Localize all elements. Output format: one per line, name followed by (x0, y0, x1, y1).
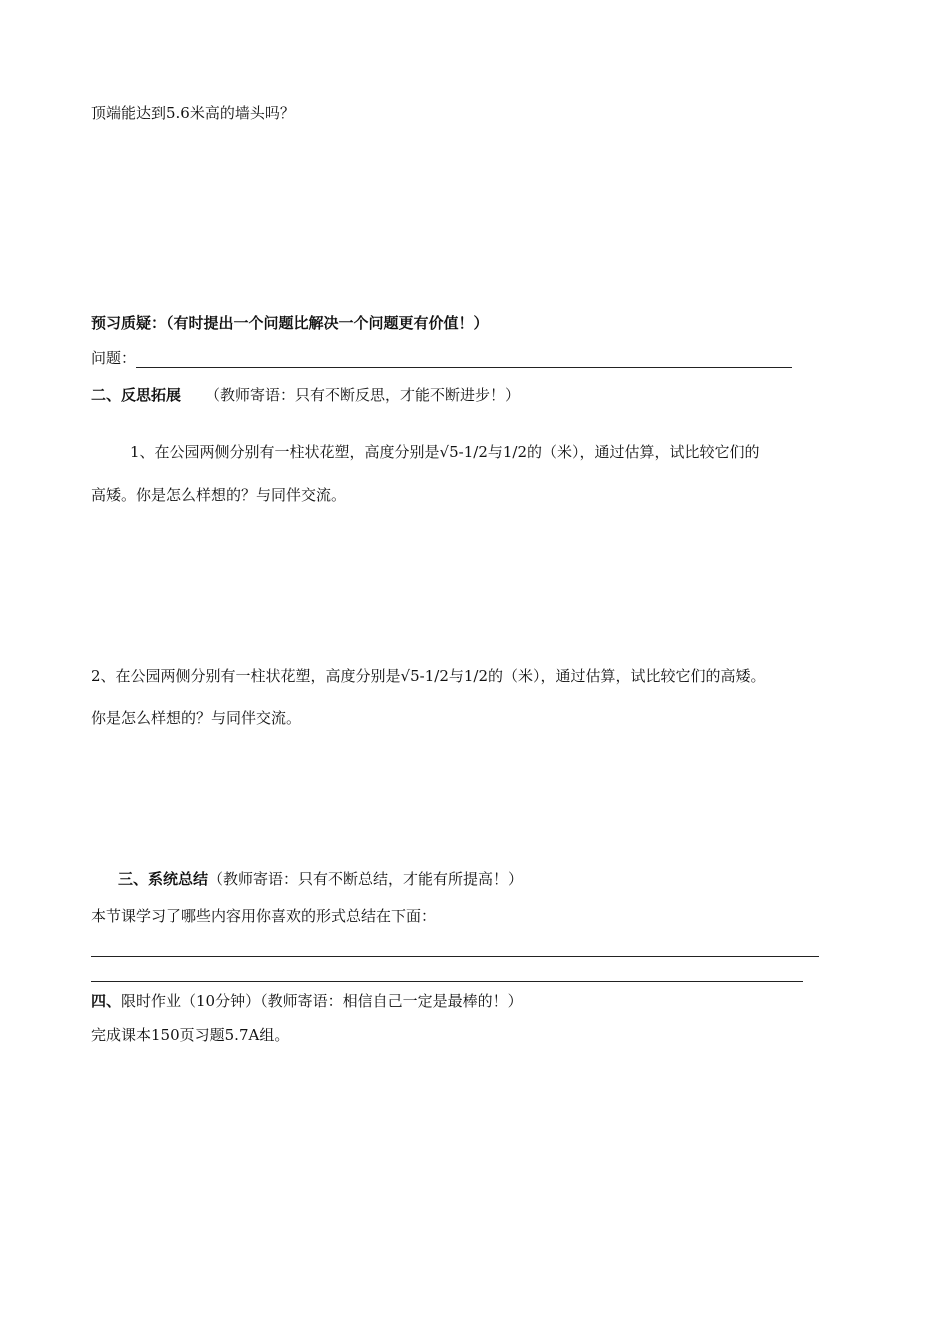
section2-title: 二、反思拓展 (91, 386, 182, 404)
section4-number: 四、 (91, 992, 122, 1010)
section4-heading (91, 991, 523, 1011)
question2-line1: 2、在公园两侧分别有一柱状花塑，高度分别是√5-1/2与1/2的（米），通过估算，试比较它们的高矮。 (91, 667, 766, 685)
preview-question-heading (91, 313, 489, 333)
preview-question-note: （有时提出一个问题比解决一个问题更有价值！） (166, 314, 489, 332)
homework-task: 完成课本150页习题5.7A组。 (91, 1026, 290, 1044)
question1-line2: 高矮。你是怎么样想的？与同伴交流。 (91, 486, 347, 504)
section4-title: 限时作业（10分钟）（教师寄语：相信自己一定是最棒的！） (121, 992, 523, 1010)
question-label: 问题： (91, 349, 137, 367)
question-answer-row (91, 348, 792, 368)
section3-title: 三、系统总结 (118, 870, 209, 888)
summary-line-2[interactable] (91, 981, 803, 982)
section2-heading (91, 385, 520, 405)
summary-prompt: 本节课学习了哪些内容用你喜欢的形式总结在下面： (91, 907, 437, 925)
section3-note: （教师寄语：只有不断总结，才能有所提高！） (208, 870, 524, 888)
section3-heading (118, 869, 523, 889)
section2-note: （教师寄语：只有不断反思，才能不断进步！） (205, 386, 521, 404)
summary-line-1[interactable] (91, 956, 819, 957)
question2-line2: 你是怎么样想的？与同伴交流。 (91, 709, 302, 727)
preview-question-title: 预习质疑： (91, 314, 167, 332)
question1-line1: 1、在公园两侧分别有一柱状花塑，高度分别是√5-1/2与1/2的（米），通过估算，试比较它们的 (130, 443, 760, 461)
question-answer-line[interactable] (136, 353, 792, 368)
continued-question-text: 顶端能达到5.6米高的墙头吗？ (91, 104, 295, 122)
